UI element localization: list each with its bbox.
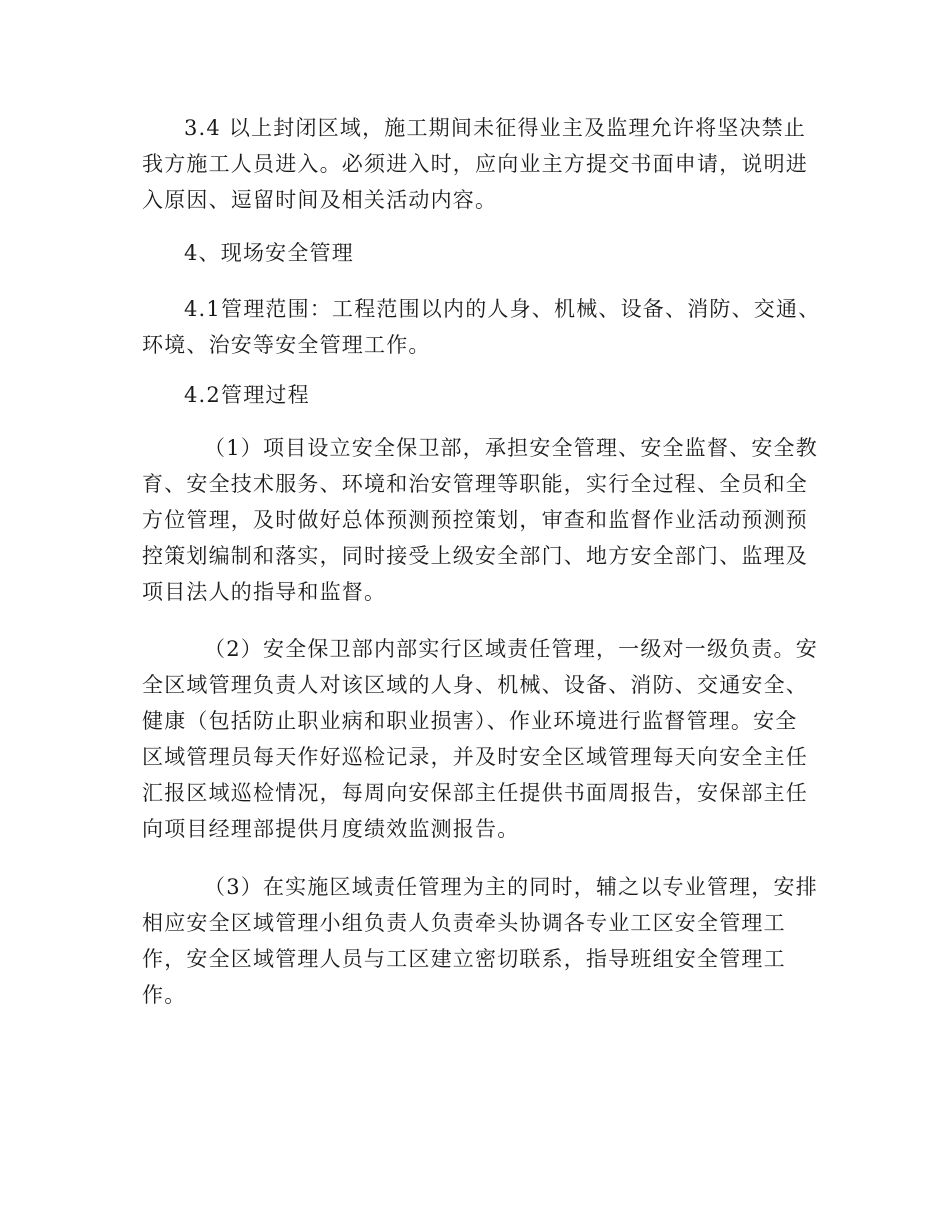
text-line: 4、现场安全管理: [184, 241, 354, 265]
text-line: 育、安全技术服务、环境和治安管理等职能，实行全过程、全员和全: [142, 472, 808, 496]
text-line: 汇报区域巡检情况，每周向安保部主任提供书面周报告，安保部主任: [142, 781, 808, 805]
paragraph-item-1: [142, 430, 818, 610]
text-line: 4.1管理范围：工程范围以内的人身、机械、设备、消防、交通、: [184, 297, 821, 321]
text-line: （1）项目设立安全保卫部，承担安全管理、安全监督、安全教: [204, 436, 818, 460]
text-line: 向项目经理部提供月度绩效监测报告。: [142, 817, 520, 841]
paragraph-item-3: [142, 869, 818, 1013]
text-line: 作，安全区域管理人员与工区建立密切联系，指导班组安全管理工: [142, 947, 786, 971]
text-line: 作。: [142, 983, 187, 1007]
text-line: 环境、治安等安全管理工作。: [142, 333, 431, 357]
paragraph-3-4: [142, 110, 808, 218]
text-line: 项目法人的指导和监督。: [142, 580, 387, 604]
text-line: 4.2管理过程: [184, 383, 310, 407]
text-line: 相应安全区域管理小组负责人负责牵头协调各专业工区安全管理工: [142, 911, 786, 935]
paragraph-4-1: [142, 291, 821, 363]
text-line: （2）安全保卫部内部实行区域责任管理，一级对一级负责。安: [204, 637, 818, 661]
paragraph-item-2: [142, 631, 818, 847]
section-heading-4: [142, 235, 802, 271]
text-line: 3.4 以上封闭区域，施工期间未征得业主及监理允许将坚决禁止: [184, 116, 807, 140]
text-line: 控策划编制和落实，同时接受上级安全部门、地方安全部门、监理及: [142, 544, 808, 568]
text-line: 全区域管理负责人对该区域的人身、机械、设备、消防、交通安全、: [142, 673, 808, 697]
text-line: 健康（包括防止职业病和职业损害）、作业环境进行监督管理。安全: [142, 709, 798, 733]
text-line: 入原因、逗留时间及相关活动内容。: [142, 188, 498, 212]
text-line: 区域管理员每天作好巡检记录，并及时安全区域管理每天向安全主任: [142, 745, 808, 769]
subsection-heading-4-2: [142, 377, 802, 413]
text-line: （3）在实施区域责任管理为主的同时，辅之以专业管理，安排: [204, 875, 818, 899]
text-line: 我方施工人员进入。必须进入时，应向业主方提交书面申请，说明进: [142, 152, 808, 176]
text-line: 方位管理，及时做好总体预测预控策划，审查和监督作业活动预测预: [142, 508, 808, 532]
